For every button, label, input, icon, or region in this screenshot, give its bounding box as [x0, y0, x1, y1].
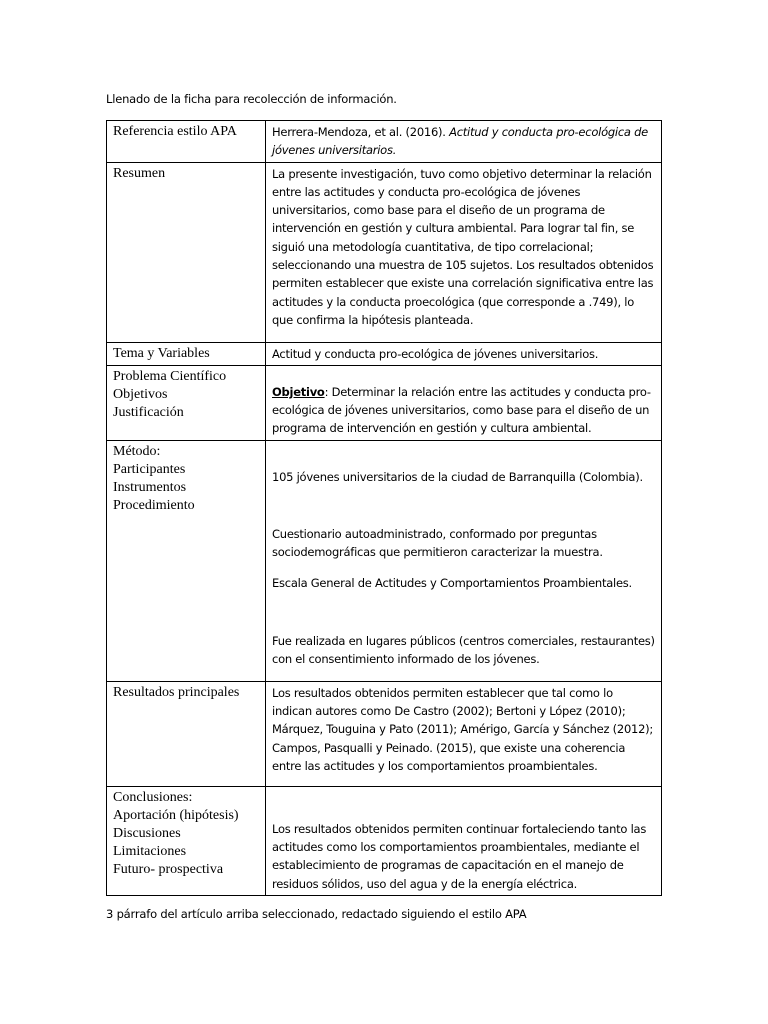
label-futuro: Futuro- prospectiva [113, 861, 224, 877]
label-objetivos: Objetivos [113, 386, 168, 402]
label-metodo-title: Método: [113, 443, 161, 459]
value-resumen: La presente investigación, tuvo como objetivo determinar la relación entre las actitudes y conducta pro-ecológica de jóvenes universitarios, como base para el diseño de un programa de intervención en gestión y cultura ambiental. Para lograr tal fin, se siguió una metodología cuantitativa, de tipo correlacional; seleccionando una muestra de 105 sujetos. Los resultados obtenidos permiten establecer que existe una correlación significativa entre las actitudes y la conducta proecológica (que corresponde a .749), lo que confirma la hipótesis planteada. [266, 162, 662, 342]
referencia-authors: Herrera-Mendoza, et al. (2016). [272, 125, 450, 139]
objetivo-label: Objetivo [272, 384, 325, 399]
label-problema [107, 365, 266, 440]
label-conclusiones [107, 786, 266, 895]
metodo-instrumento-1: Cuestionario autoadministrado, conformado por preguntas sociodemográficas que permitieron caracterizar la muestra. [272, 527, 603, 560]
metodo-participantes: 105 jóvenes universitarios de la ciudad de Barranquilla (Colombia). [272, 469, 643, 484]
metodo-procedimiento: Fue realizada en lugares públicos (centros comerciales, restaurantes) con el consentimiento informado de los jóvenes. [272, 633, 655, 667]
label-discusiones: Discusiones [113, 825, 181, 841]
label-resultados: Resultados principales [107, 681, 266, 786]
label-referencia: Referencia estilo APA [107, 121, 266, 163]
value-referencia [266, 121, 662, 163]
label-justificacion: Justificación [113, 404, 184, 420]
referencia-title: Actitud y conducta pro-ecológica de jóvenes universitarios. [272, 125, 648, 158]
info-card-table [106, 120, 662, 896]
table-row-metodo [107, 440, 662, 681]
label-aportacion: Aportación (hipótesis) [113, 807, 239, 823]
label-metodo [107, 440, 266, 681]
label-procedimiento: Procedimiento [113, 497, 195, 513]
value-conclusiones: Los resultados obtenidos permiten continuar fortaleciendo tanto las actitudes como los comportamientos proambientales, mediante el establecimiento de programas de capacitación en el manejo de residuos sólidos, uso del agua y de la energía eléctrica. [266, 786, 662, 895]
objetivo-text: : Determinar la relación entre las actitudes y conducta pro-ecológica de jóvenes universitarios, como base para el diseño de un programa de intervención en gestión y cultura ambiental. [272, 384, 651, 436]
label-limitaciones: Limitaciones [113, 843, 187, 859]
table-row-conclusiones [107, 786, 662, 895]
table-row-resumen [107, 162, 662, 342]
label-tema: Tema y Variables [107, 342, 266, 365]
table-row-problema [107, 365, 662, 440]
label-problema-cientifico: Problema Científico [113, 368, 227, 384]
label-participantes: Participantes [113, 461, 186, 477]
table-row-tema [107, 342, 662, 365]
value-metodo [266, 440, 662, 681]
metodo-instrumento-2: Escala General de Actitudes y Comportamientos Proambientales. [272, 575, 632, 590]
label-instrumentos: Instrumentos [113, 479, 187, 495]
table-row-referencia [107, 121, 662, 163]
value-problema [266, 365, 662, 440]
table-row-resultados [107, 681, 662, 786]
label-conclusiones-title: Conclusiones: [113, 789, 193, 805]
value-tema: Actitud y conducta pro-ecológica de jóvenes universitarios. [266, 342, 662, 365]
value-resultados: Los resultados obtenidos permiten establecer que tal como lo indican autores como De Castro (2002); Bertoni y López (2010); Márquez, Touguina y Pato (2011); Amérigo, García y Sánchez (2012); Campos, Pasqualli y Peinado. (2015), que existe una coherencia entre las actitudes y los comportamientos proambientales. [266, 681, 662, 786]
page-heading: Llenado de la ficha para recolección de información. [106, 92, 397, 106]
label-resumen: Resumen [107, 162, 266, 342]
page-footer-text: 3 párrafo del artículo arriba seleccionado, redactado siguiendo el estilo APA [106, 907, 527, 921]
